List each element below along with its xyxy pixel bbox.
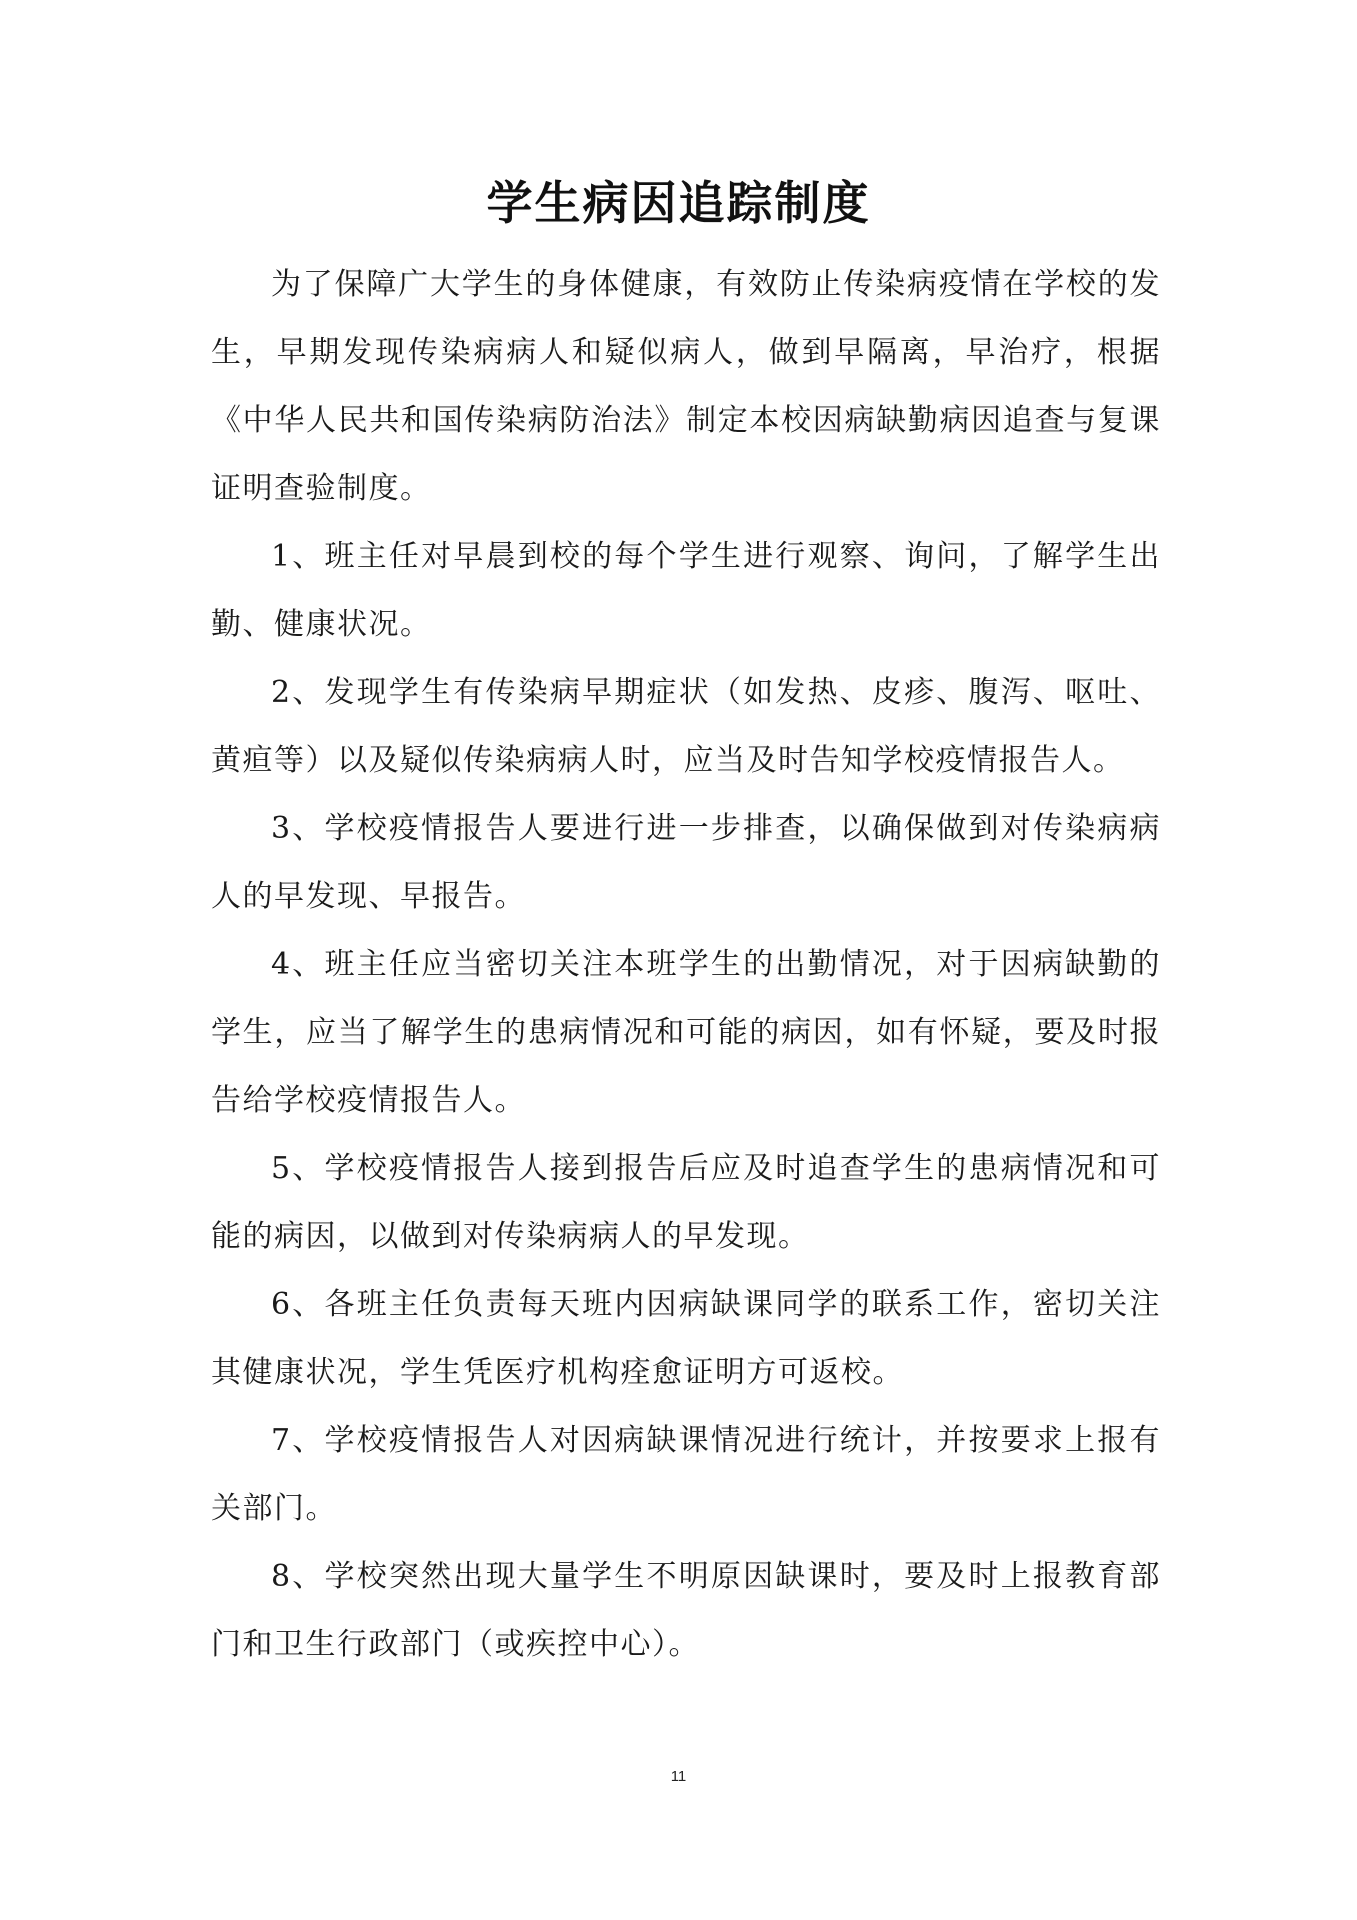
rule-item-1: 1、班主任对早晨到校的每个学生进行观察、询问，了解学生出勤、健康状况。 <box>211 539 1161 642</box>
intro-paragraph: 为了保障广大学生的身体健康，有效防止传染病疫情在学校的发生，早期发现传染病病人和疑似病人，做到早隔离，早治疗，根据《中华人民共和国传染病防治法》制定本校因病缺勤病因追查与复课证明查验制度。 <box>211 267 1161 506</box>
document-body <box>211 251 1161 1679</box>
rule-item-8: 8、学校突然出现大量学生不明原因缺课时，要及时上报教育部门和卫生行政部门（或疾控中心）。 <box>211 1559 1161 1662</box>
rule-item-5: 5、学校疫情报告人接到报告后应及时追查学生的患病情况和可能的病因，以做到对传染病病人的早发现。 <box>211 1151 1161 1254</box>
rule-item-2: 2、发现学生有传染病早期症状（如发热、皮疹、腹泻、呕吐、黄疸等）以及疑似传染病病人时，应当及时告知学校疫情报告人。 <box>211 675 1161 778</box>
rule-item-3: 3、学校疫情报告人要进行进一步排查，以确保做到对传染病病人的早发现、早报告。 <box>211 811 1161 914</box>
rule-item-6: 6、各班主任负责每天班内因病缺课同学的联系工作，密切关注其健康状况，学生凭医疗机构痊愈证明方可返校。 <box>211 1287 1161 1390</box>
rule-item-4: 4、班主任应当密切关注本班学生的出勤情况，对于因病缺勤的学生，应当了解学生的患病情况和可能的病因，如有怀疑，要及时报告给学校疫情报告人。 <box>211 947 1161 1118</box>
rule-item-7: 7、学校疫情报告人对因病缺课情况进行统计，并按要求上报有关部门。 <box>211 1423 1161 1526</box>
document-title: 学生病因追踪制度 <box>486 176 871 230</box>
page-number: 11 <box>670 1768 687 1785</box>
